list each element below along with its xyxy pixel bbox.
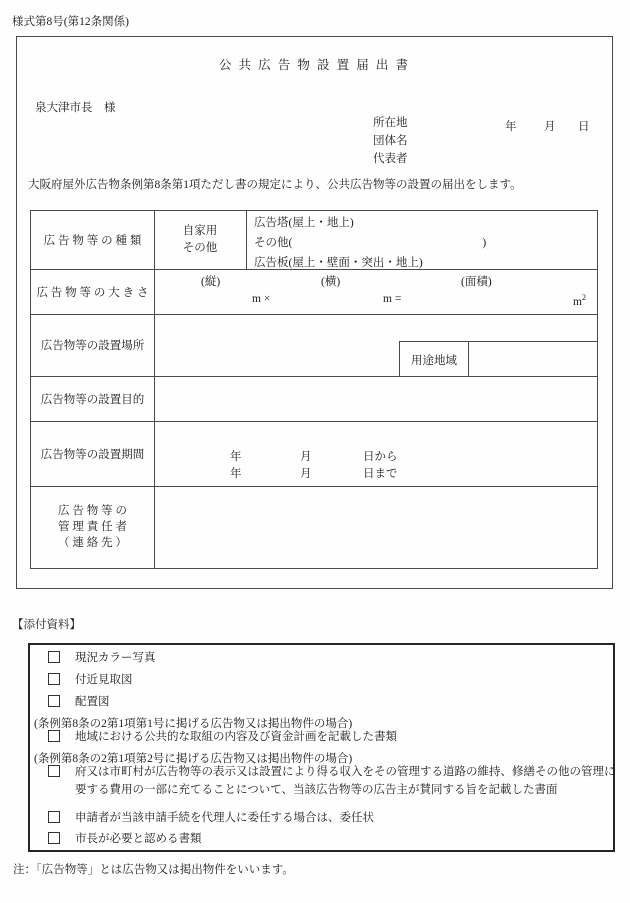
date-year-label: 年 — [505, 121, 517, 133]
period-from-day: 日から — [363, 451, 398, 463]
checkbox-icon — [48, 695, 60, 707]
attachment-road-line2: 要する費用の一部に充てることについて、当該広告物等の広告主が賛同する旨を記載した書面 — [75, 784, 558, 796]
size-width-header: (横) — [321, 276, 341, 288]
checkbox-icon — [48, 730, 60, 742]
date-day-label: 日 — [578, 121, 590, 133]
row-size-label: 広 告 物 等 の 大 き さ — [36, 286, 149, 299]
type-option-tower: 広告塔(屋上・地上) — [254, 217, 354, 229]
checkbox-icon — [48, 765, 60, 777]
applicant-fields — [373, 114, 408, 168]
zone-box-border — [399, 341, 597, 342]
size-unit-m-equals: m = — [383, 293, 402, 305]
type-options — [254, 213, 486, 273]
applicant-representative-label: 代表者 — [373, 153, 408, 165]
form-code: 様式第8号(第12条関係) — [12, 16, 129, 28]
row-period-label: 広告物等の設置期間 — [40, 448, 145, 461]
row-purpose-label: 広告物等の設置目的 — [40, 393, 145, 406]
form-title: 公 共 広 告 物 設 置 届 出 書 — [218, 58, 411, 72]
period-to-month: 月 — [300, 468, 312, 480]
type-own-use-option: 自家用 — [182, 225, 218, 237]
attachment-layout: 配置図 — [75, 696, 110, 708]
row-location-label: 広告物等の設置場所 — [40, 340, 145, 352]
attachment-regional: 地域における公共的な取組の内容及び資金計画を記載した書類 — [75, 731, 397, 743]
applicant-address-label: 所在地 — [373, 117, 408, 129]
form-table — [30, 210, 598, 569]
main-form-box — [16, 36, 613, 589]
period-to-day: 日まで — [363, 468, 398, 480]
row-type-label: 広 告 物 等 の 種 類 — [43, 235, 142, 247]
row-manager-label-line1: 広 告 物 等 の — [58, 505, 127, 517]
size-area-header: (面積) — [461, 276, 492, 288]
attachments-heading: 【添付資料】 — [12, 619, 81, 631]
applicant-organization-label: 団体名 — [373, 135, 408, 147]
table-divider — [246, 211, 247, 269]
footnote: 注：「広告物等」とは広告物又は掲出物件をいいます。 — [13, 864, 294, 876]
type-other-use-option: その他 — [182, 242, 218, 254]
attachment-proxy: 申請者が当該申請手続を代理人に委任する場合は、委任状 — [75, 812, 374, 824]
checkbox-icon — [48, 673, 60, 685]
size-height-header: (縦) — [201, 276, 221, 288]
type-option-board: 広告板(屋上・壁面・突出・地上) — [254, 257, 423, 269]
size-unit-sqm: $m^2$ — [573, 293, 586, 308]
declaration-text: 大阪府屋外広告物条例第8条第1項ただし書の規定により、公共広告物等の設置の届出をします。 — [28, 179, 522, 191]
row-manager-label — [31, 486, 154, 568]
attachment-sketch: 付近見取図 — [75, 674, 133, 686]
attachments-box — [28, 643, 615, 852]
type-option-other: その他( ) — [254, 237, 487, 249]
zone-box-divider — [468, 341, 469, 376]
addressee: 泉大津市長 様 — [35, 102, 116, 114]
size-unit-m-times: m × — [252, 293, 271, 305]
checkbox-icon — [48, 832, 60, 844]
checkbox-icon — [48, 651, 60, 663]
row-manager-label-line3: （ 連 絡 先 ） — [58, 537, 127, 549]
zone-label: 用途地域 — [411, 355, 457, 367]
period-from-year: 年 — [230, 451, 242, 463]
attachment-mayor: 市長が必要と認める書類 — [75, 833, 202, 845]
period-from-month: 月 — [300, 451, 312, 463]
attachment-road-line1: 府又は市町村が広告物等の表示又は設置により得る収入をその管理する道路の維持、修繕その他の管理に — [75, 766, 616, 778]
row-manager-label-line2: 管 理 責 任 者 — [58, 521, 127, 533]
type-use-cell — [154, 211, 246, 269]
period-to-year: 年 — [230, 468, 242, 480]
attachment-group1-header: (条例第8条の2第1項第1号に掲げる広告物又は掲出物件の場合) — [34, 718, 353, 730]
attachment-group2-header: (条例第8条の2第1項第2号に掲げる広告物又は掲出物件の場合) — [34, 753, 353, 765]
date-month-label: 月 — [544, 121, 556, 133]
checkbox-icon — [48, 811, 60, 823]
attachment-photo: 現況カラー写真 — [75, 652, 156, 664]
